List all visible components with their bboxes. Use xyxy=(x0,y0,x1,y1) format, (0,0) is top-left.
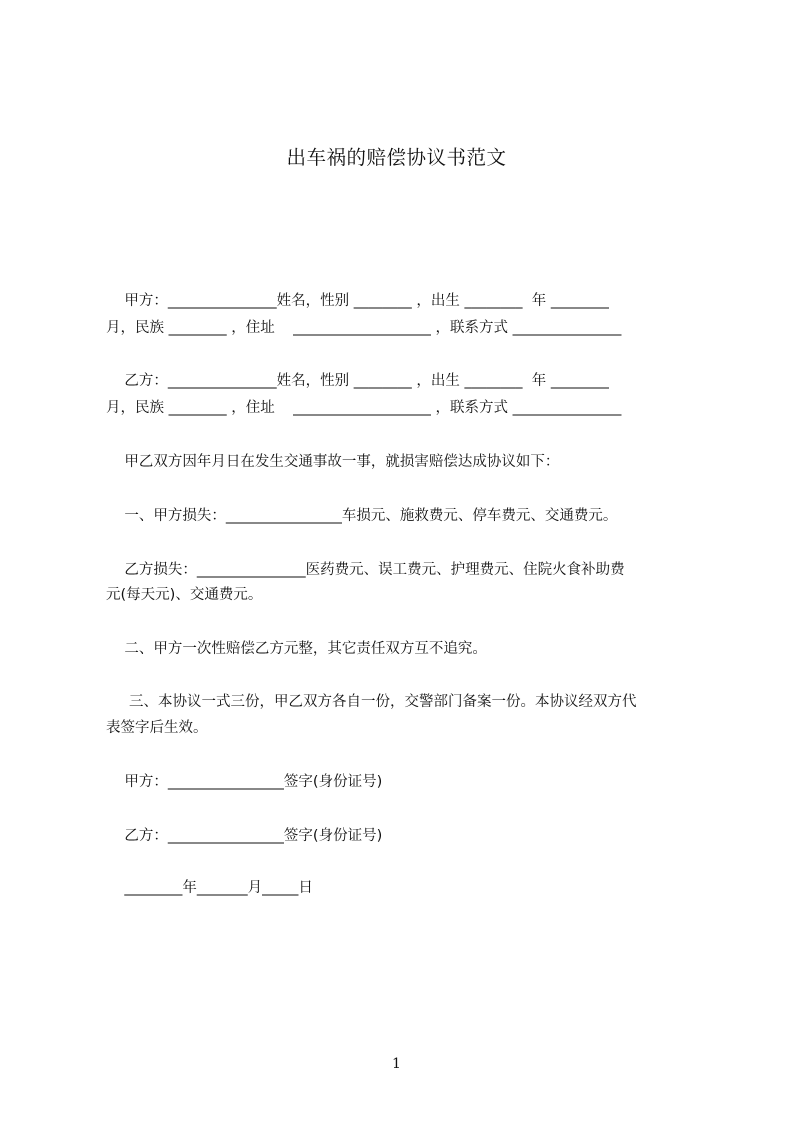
clause-1-party-a-loss: 一、甲方损失：________________车损元、施救费元、停车费元、交通费元。 xyxy=(106,508,618,524)
document-title: 出车祸的赔偿协议书范文 xyxy=(286,146,507,169)
party-a-line-2: 月，民族 ________ ，住址 ___________________ ，联系方式 _______________ xyxy=(106,320,622,336)
page-number: 1 xyxy=(392,1056,401,1072)
party-b-line-1: 乙方：_______________姓名，性别 ________ ，出生 ________ 年 ________ xyxy=(106,373,609,389)
signing-date: ________年_______月_____日 xyxy=(106,880,313,896)
party-b-loss-line-1: 乙方损失：_______________医药费元、误工费元、护理费元、住院火食补助费 xyxy=(106,562,625,578)
clause-3-line-2: 表签字后生效。 xyxy=(106,720,208,736)
party-b-line-2: 月，民族 ________ ，住址 ___________________ ，联系方式 _______________ xyxy=(106,400,622,416)
clause-3-line-1: 三、本协议一式三份，甲乙双方各自一份，交警部门备案一份。本协议经双方代 xyxy=(106,694,637,710)
agreement-intro: 甲乙双方因年月日在发生交通事故一事，就损害赔偿达成协议如下： xyxy=(106,454,560,470)
party-b-loss-line-2: 元(每天元)、交通费元。 xyxy=(106,587,263,603)
party-b-signature: 乙方：________________签字(身份证号) xyxy=(106,828,383,844)
clause-2: 二、甲方一次性赔偿乙方元整，其它责任双方互不追究。 xyxy=(106,641,487,657)
party-a-line-1: 甲方：_______________姓名，性别 ________ ，出生 ________ 年 ________ xyxy=(106,293,609,309)
party-a-signature: 甲方：________________签字(身份证号) xyxy=(106,774,383,790)
